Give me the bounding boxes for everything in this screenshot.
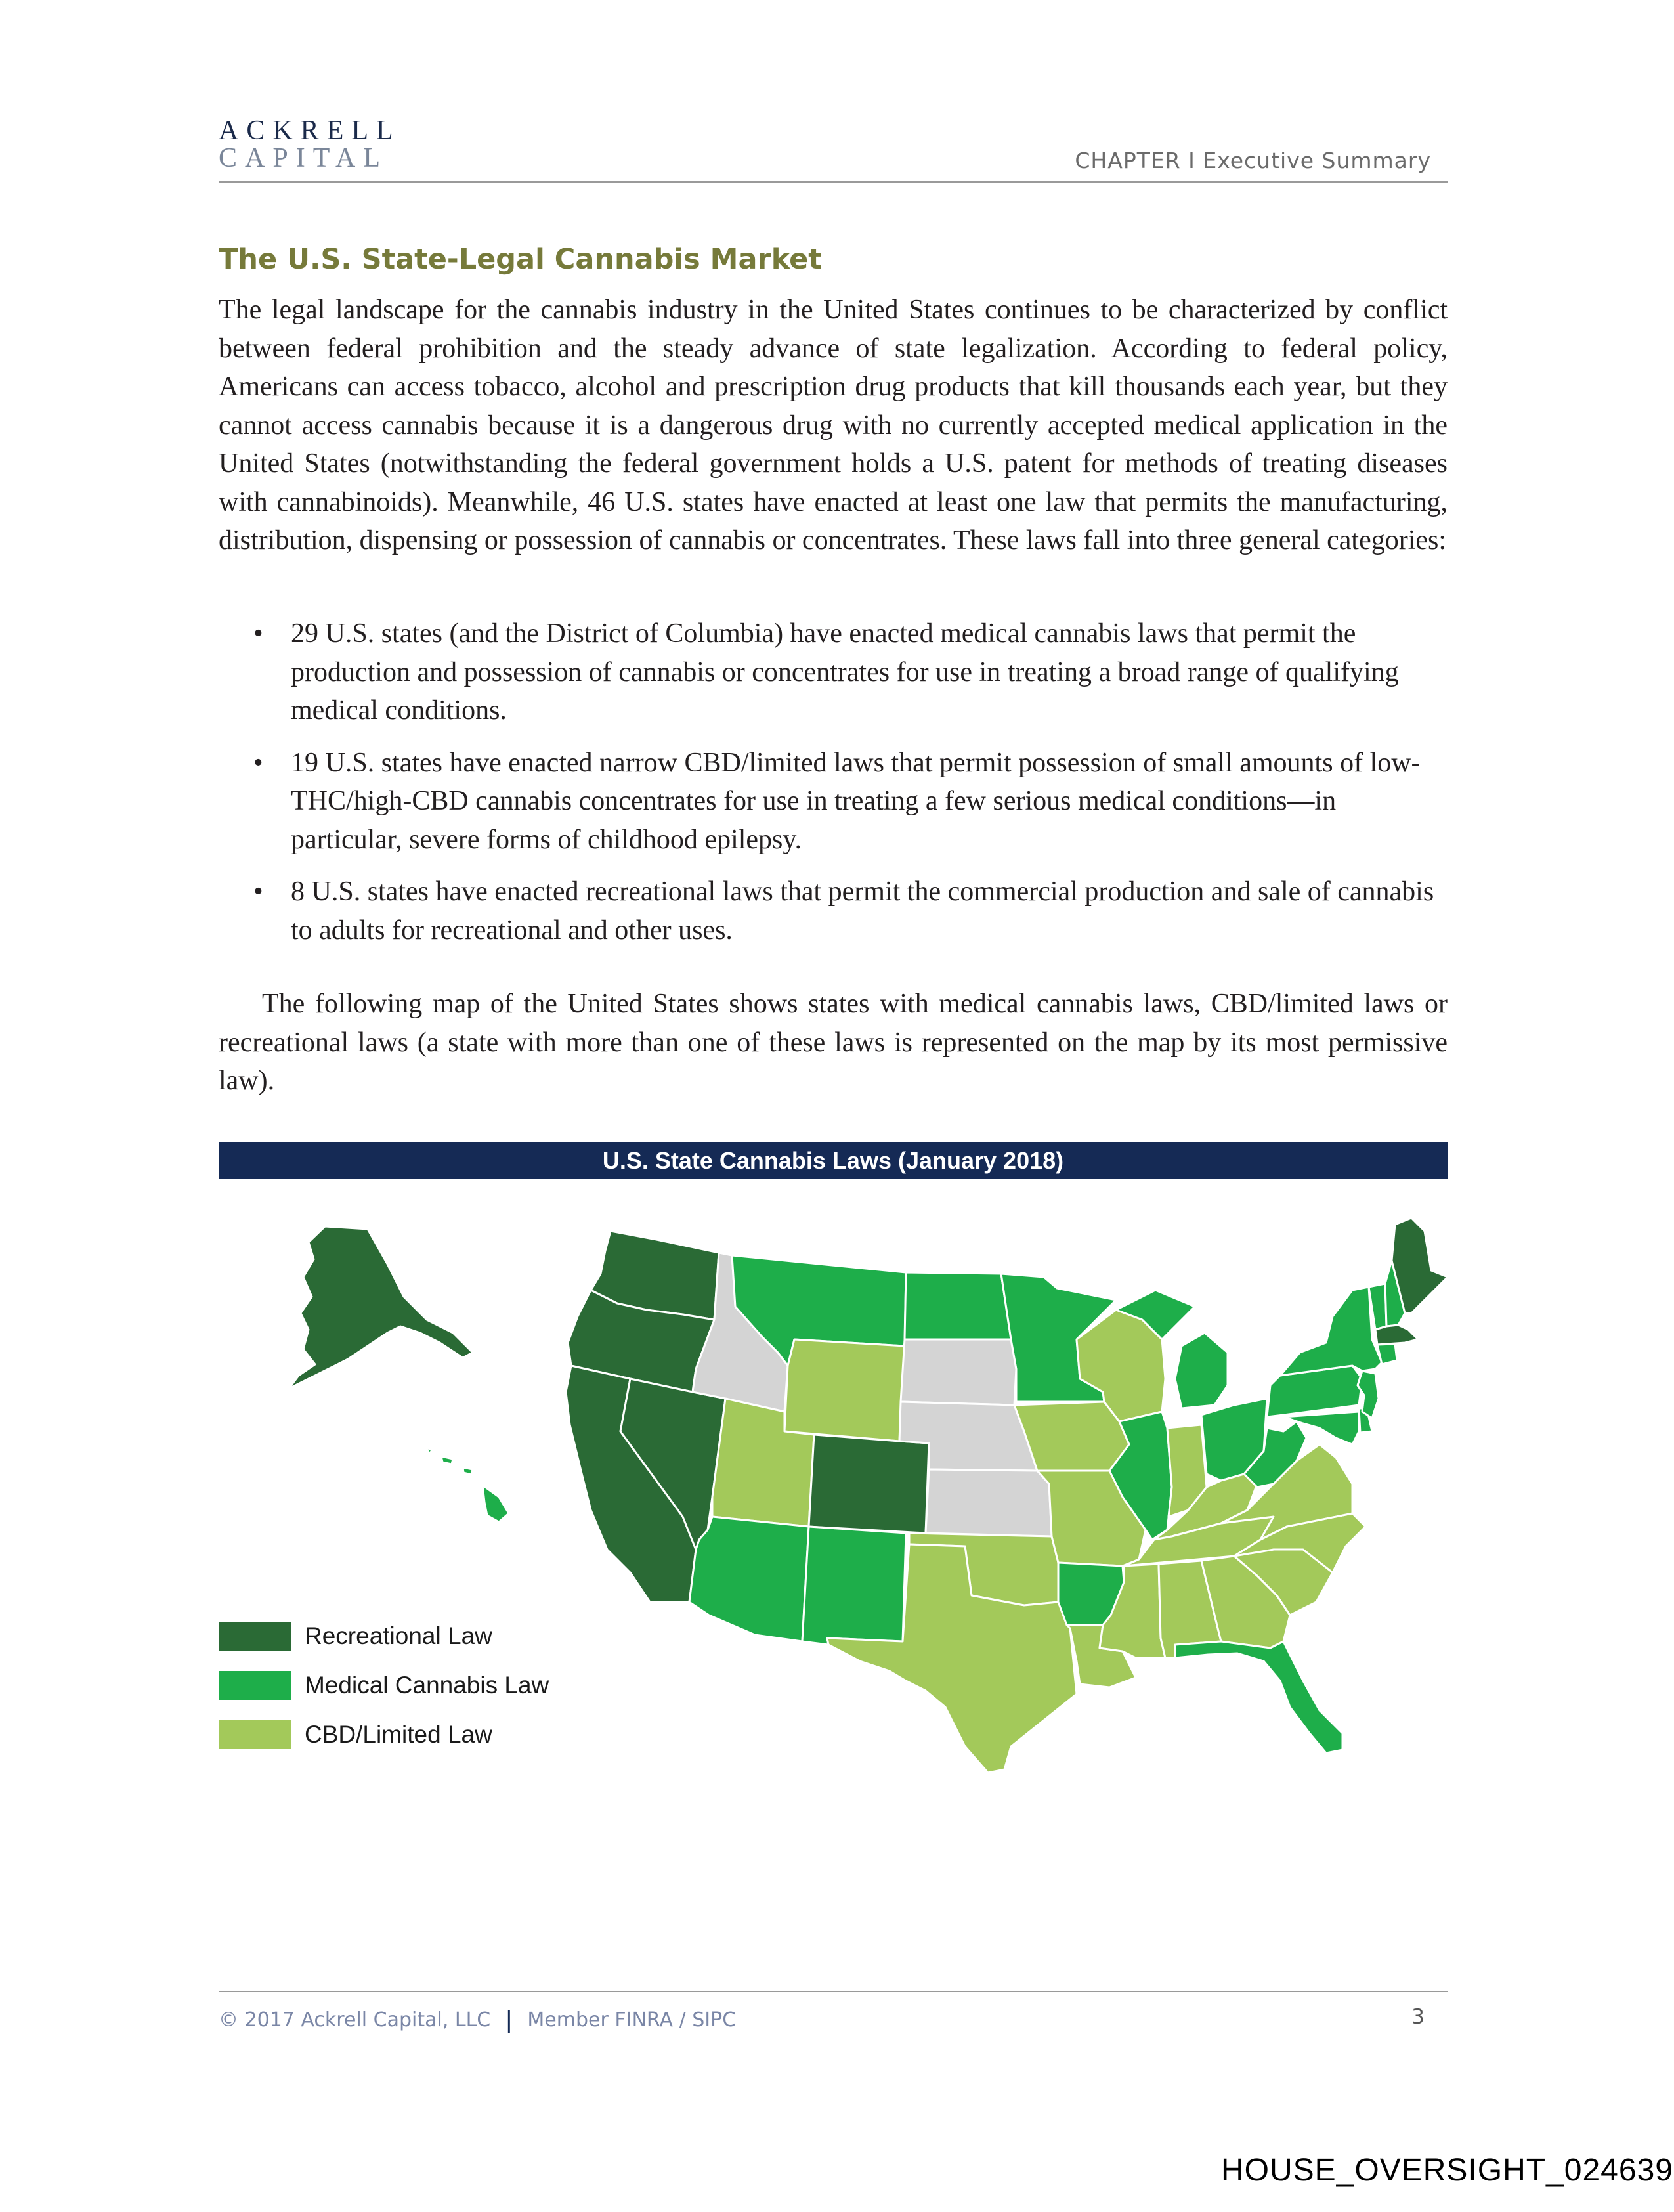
list-item [253,744,1447,859]
state-HI [425,1448,509,1522]
footer-divider [219,1991,1448,1992]
logo-line-2: CAPITAL [219,143,388,173]
bullet-text: 19 U.S. states have enacted narrow CBD/limited laws that permit possession of small amounts of low-THC/high-CBD cannabis concentrates for use in treating a few serious medical conditions—in particular, severe forms of childhood epilepsy. [291,747,1421,855]
intro-paragraph: The legal landscape for the cannabis industry in the United States continues to be characterized by conflict between federal prohibition and the steady advance of state legalization. According to federal policy, Americans can access tobacco, alcohol and prescription drug products that kill thousands each year, but they cannot access cannabis because it is a dangerous drug with no currently accepted medical application in the United States (notwithstanding the federal government holds a U.S. patent for methods of treating diseases with cannabinoids). Meanwhile, 46 U.S. states have enacted at least one law that permits the manufacturing, distribution, dispensing or possession of cannabis or concentrates. These laws fall into three general categories: [219,295,1448,555]
state-AK [289,1226,473,1389]
legend-label-medical: Medical Cannabis Law [305,1672,549,1699]
bates-stamp: HOUSE_OVERSIGHT_024639 [1221,2153,1673,2188]
state-ND [905,1272,1011,1339]
logo-line-1: ACKRELL [219,116,401,146]
legend-swatch-recreational [219,1622,291,1651]
bullet-icon: • [253,618,263,649]
chapter-heading: CHAPTER I Executive Summary [1075,148,1431,173]
state-WY [784,1339,905,1441]
state-NM [802,1527,906,1645]
footer-credits [219,2005,736,2032]
map-title: U.S. State Cannabis Laws (January 2018) [219,1142,1448,1179]
footer-separator: | [505,2006,513,2033]
bullet-icon: • [253,877,263,907]
header-divider [219,181,1448,183]
state-MA [1375,1325,1418,1345]
state-FL [1175,1641,1342,1753]
page-number: 3 [1411,2005,1425,2029]
state-SD [901,1339,1016,1405]
bullet-icon: • [253,747,263,778]
list-item [253,873,1447,949]
legend-label-cbd: CBD/Limited Law [305,1721,492,1748]
list-item [253,615,1447,730]
legend-label-recreational: Recreational Law [305,1622,492,1649]
state-NY [1280,1287,1382,1376]
footer-member: Member FINRA / SIPC [527,2008,737,2031]
state-KS [926,1469,1052,1536]
category-list [253,615,1447,963]
legend-swatch-cbd [219,1720,291,1749]
ackrell-capital-logo [219,117,402,172]
legend-swatch-medical [219,1671,291,1700]
map-intro-paragraph: The following map of the United States shows states with medical cannabis laws, CBD/limited laws or recreational laws (a state with more than one of these laws is represented on the map by its most permissive law). [219,989,1448,1096]
footer-copyright: © 2017 Ackrell Capital, LLC [219,2008,491,2031]
section-title: The U.S. State-Legal Cannabis Market [219,243,822,276]
state-CO [809,1435,929,1533]
state-AZ [689,1517,809,1641]
state-CT [1377,1344,1397,1364]
bullet-text: 29 U.S. states (and the District of Columbia) have enacted medical cannabis laws that permit the production and possession of cannabis or concentrates for use in treating a broad range of qualifying medical conditions. [291,618,1399,726]
bullet-text: 8 U.S. states have enacted recreational laws that permit the commercial production and sale of cannabis to adults for recreational and other uses. [291,877,1434,945]
